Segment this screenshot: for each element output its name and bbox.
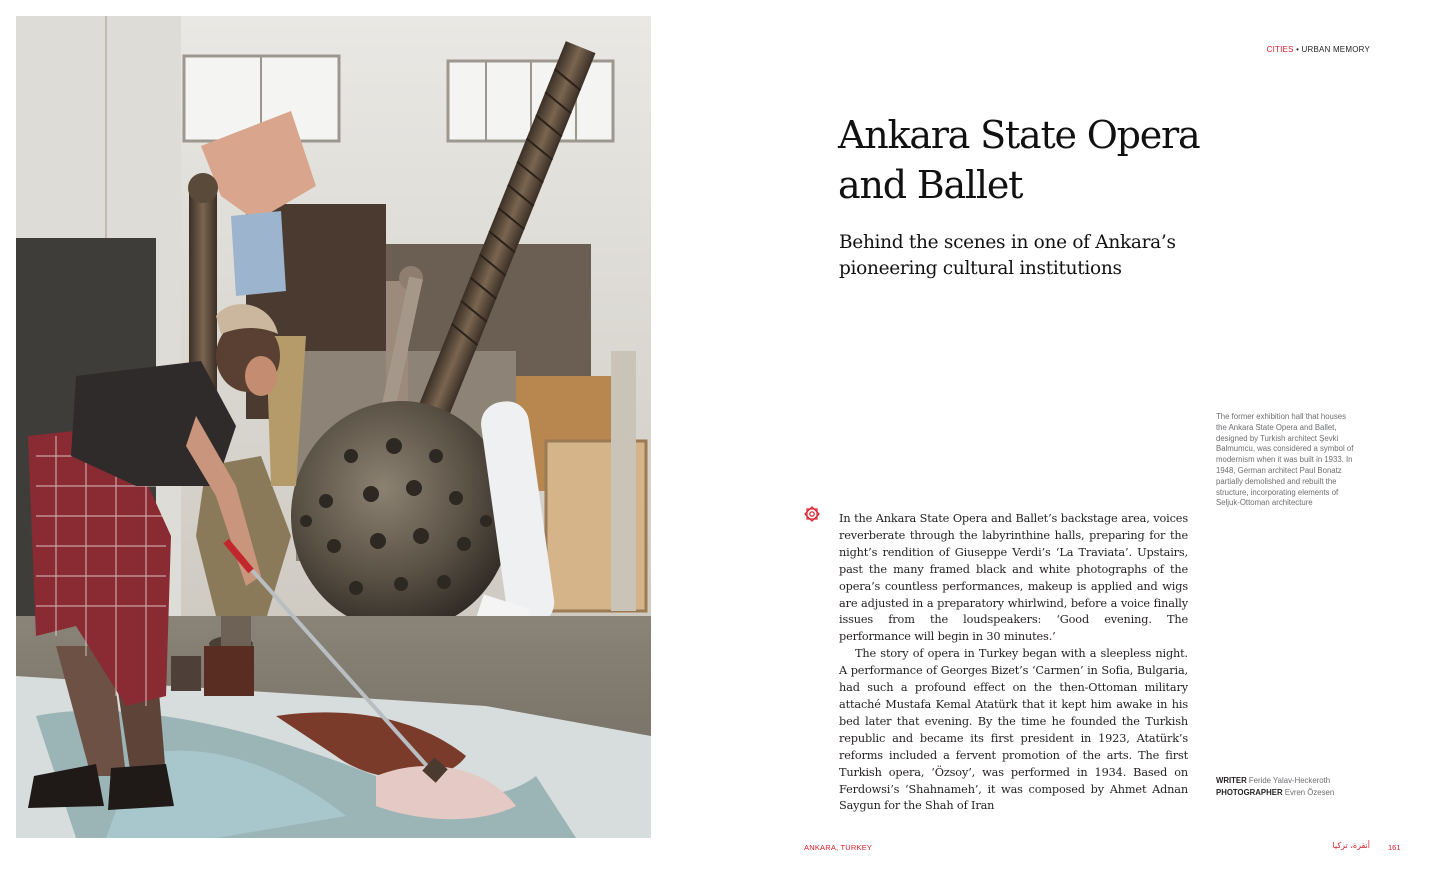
backstage-painter-photo xyxy=(16,16,651,838)
photographer-label: PHOTOGRAPHER xyxy=(1216,787,1283,797)
subtitle-line-2: pioneering cultural institutions xyxy=(839,258,1122,279)
article-subtitle xyxy=(839,230,1239,282)
section-tag xyxy=(1190,45,1370,54)
footer-location: ANKARA, TURKEY xyxy=(804,843,873,852)
photographer-name: Evren Özesen xyxy=(1284,787,1335,797)
article-credits xyxy=(1216,775,1416,798)
writer-label: WRITER xyxy=(1216,776,1247,785)
body-paragraph-2: The story of opera in Turkey began with a sleepless night. A performance of Georges Bizet’s ‘Carmen’ in Sofia, Bulgaria, had such a profound effect on the then-Ottoman military attaché Mustafa Kemal Atatürk that it kept him awake in his bed later that evening. By the time he founded the Turkish republic and became its first president in 1923, Atatürk’s reforms included a fervent promotion of the arts. The first Turkish opera, ‘Özsoy’, was performed in 1934. Based on Ferdowsi’s ‘Shahnameh’, it was composed by Ahmet Adnan Saygun for the Shah of Iran xyxy=(839,647,1188,813)
photo-caption: The former exhibition hall that houses the Ankara State Opera and Ballet, designed by Turkish architect Şevki Balmumcu, was considered a symbol of modernism when it was built in 1933. In 1948, German architect Paul Bonatz partially demolished and rebuilt the structure, incorporating elements of Seljuk-Ottoman architecture xyxy=(1216,412,1354,508)
writer-credit xyxy=(1216,775,1416,787)
title-line-1: Ankara State Opera xyxy=(838,113,1200,157)
page-number: 161 xyxy=(1388,843,1401,852)
subsection-label: URBAN MEMORY xyxy=(1301,45,1370,54)
article-title xyxy=(838,110,1258,210)
photographer-credit xyxy=(1216,787,1416,799)
section-label: CITIES xyxy=(1266,45,1294,54)
writer-name: Feride Yalav-Heckeroth xyxy=(1248,776,1331,785)
section-separator: • xyxy=(1296,45,1300,54)
title-line-2: and Ballet xyxy=(838,163,1023,207)
body-paragraph-1: In the Ankara State Opera and Ballet’s backstage area, voices reverberate through the labyrinthine halls, preparing for the night’s rendition of Giuseppe Verdi’s ‘La Traviata’. Upstairs, past the many framed black and white photographs of the opera’s countless performances, makeup is applied and wigs are adjusted in a preparatory whirlwind, before a voice finally issues from the loudspeakers: ‘Good evening. The performance will begin in 30 minutes.’ xyxy=(839,512,1188,644)
article-body xyxy=(839,511,1188,815)
subtitle-line-1: Behind the scenes in one of Ankara’s xyxy=(839,232,1176,253)
geometric-star-ornament-icon xyxy=(803,505,821,523)
footer-location-arabic: أنقرة، تركيا xyxy=(1332,841,1370,850)
